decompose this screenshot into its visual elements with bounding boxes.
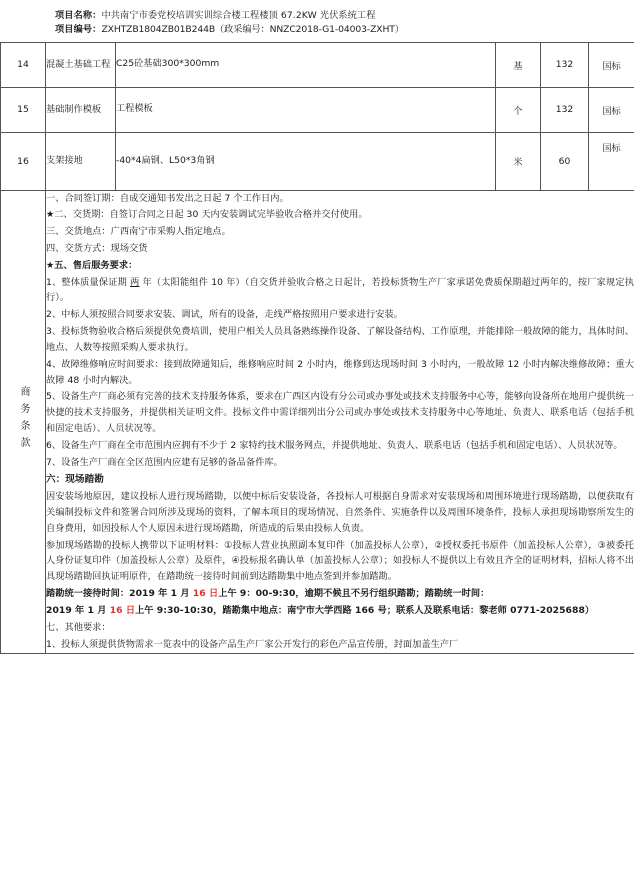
clause-delivery-period-text: 二、交货期：自签订合同之日起 30 天内安装调试完毕验收合格并交付使用。 — [54, 209, 368, 221]
service-item-7: 7、设备生产厂商在全区范围内应建有足够的备品备件库。 — [46, 456, 283, 468]
star-marker-aftersales: ★ — [46, 259, 55, 271]
row-item-name: 基础制作模板 — [46, 87, 116, 132]
star-marker-delivery: ★ — [46, 209, 55, 221]
business-terms-content — [46, 190, 634, 654]
row-quantity: 60 — [541, 132, 589, 190]
row-spec: C25砼基础300*300mm — [116, 42, 496, 87]
business-terms-label-cell — [1, 190, 46, 654]
document-header — [0, 0, 634, 42]
project-code-label: 项目编号： — [55, 24, 102, 36]
row-quantity: 132 — [541, 42, 589, 87]
row-spec: -40*4扁钢、L50*3角钢 — [116, 132, 496, 190]
row-item-name: 混凝土基础工程 — [46, 42, 116, 87]
row-item-name: 支架接地 — [46, 132, 116, 190]
schedule-1-prefix: 踏勘统一接待时间：2019 年 1 月 — [46, 588, 193, 600]
site-survey-paragraph-1: 因安装场地原因，建议投标人进行现场踏勘，以便中标后安装设备，各投标人可根据自身需求对安装现场和周围环境进行现场踏勘，以便获取有关编制投标文件和签署合同所涉及现场的资料，了解本项目的现场情况、自然条件、实施条件以及周围环境条件，投标人承担现场勘察所发生的自身费用，如因投标人个人原因未进行现场踏勘，所造成的后果由投标人负责。 — [46, 491, 634, 534]
row-standard: 国标 — [589, 132, 634, 190]
project-code-line — [55, 23, 634, 37]
service-item-4: 4、故障维修响应时间要求：接到故障通知后，维修响应时间 2 小时内，维修到达现场时间 3 小时内，一般故障 12 小时内解决维修故障；重大故障 48 小时内解决。 — [46, 358, 634, 386]
clause-delivery-period — [46, 207, 634, 223]
service-1-prefix: 1、整体质量保证期 — [46, 276, 128, 288]
row-index: 15 — [1, 87, 46, 132]
site-survey-schedule-line-2 — [46, 603, 634, 619]
service-item-6: 6、设备生产厂商在全市范围内应拥有不少于 2 家特约技术服务网点，并提供地址、负责人、联系电话（包括手机和固定电话）、人员状况等。 — [46, 439, 623, 451]
section-six-heading: 六：现场踏勘 — [46, 473, 104, 485]
row-index: 16 — [1, 132, 46, 190]
site-survey-schedule-line-1 — [46, 586, 634, 602]
clause-aftersales-head — [46, 258, 634, 274]
project-name-value: 中共南宁市委党校培训实训综合楼工程楼顶 67.2KW 光伏系统工程 — [101, 10, 376, 21]
business-terms-row — [1, 190, 634, 654]
table-row — [1, 87, 634, 132]
service-item-2: 2、中标人须按照合同要求安装、调试，所有的设备，走线严格按照用户要求进行安装。 — [46, 309, 403, 321]
row-spec: 工程模板 — [116, 87, 496, 132]
service-item-3: 3、投标货物验收合格后须提供免费培训，使用户相关人员具备熟练操作设备、了解设备结构、工作原理，并能排除一般故障的能力，具体时间、地点、人数等按照采购人要求执行。 — [46, 326, 634, 353]
row-standard: 国标 — [589, 87, 634, 132]
other-requirement-1: 1、投标人须提供货物需求一览表中的设备产品生产厂家公开发行的彩色产品宣传册，封面加盖生产厂 — [46, 638, 459, 650]
clause-delivery-method: 四、交货方式：现场交货 — [46, 242, 148, 254]
project-code-value: ZXHTZB1804ZB01B244B（政采编号：NNZC2018-G1-04003-ZXHT） — [101, 24, 404, 36]
clause-aftersales-head-text: 五、售后服务要求： — [54, 259, 138, 271]
row-unit: 基 — [496, 42, 541, 87]
table-row — [1, 132, 634, 190]
section-seven-heading: 七、其他要求： — [46, 621, 111, 633]
row-unit: 米 — [496, 132, 541, 190]
schedule-2-prefix: 2019 年 1 月 — [46, 604, 110, 616]
schedule-2-date-highlight: 16 日 — [109, 604, 136, 616]
project-name-label: 项目名称： — [55, 10, 102, 21]
row-unit: 个 — [496, 87, 541, 132]
row-standard: 国标 — [589, 42, 634, 87]
project-name-line — [55, 9, 634, 23]
schedule-2-suffix: 上午 9:30-10:30，踏勘集中地点：南宁市大学西路 166 号；联系人及联系电话：黎老师 0771-2025688） — [135, 604, 595, 616]
service-item-5: 5、设备生产厂商必须有完善的技术支持服务体系，要求在广西区内设有分公司或办事处或技术支持服务中心等，能够向设备所在地用户提供统一快捷的技术支持服务，并提供相关证明文件。投标文件中需详细列出分公司或办事处或技术支持服务中心等地址、负责人、联系电话（包括手机和固定电话）、人员状况等。 — [46, 391, 634, 435]
table-row — [1, 42, 634, 87]
site-survey-paragraph-2: 参加现场踏勘的投标人携带以下证明材料：①投标人营业执照副本复印件（加盖投标人公章），②授权委托书原件（加盖投标人公章），③被委托人身份证复印件（加盖投标人公章）及原件，④投标报名确认单（加盖投标人公章）；如投标人不提供以上有效且齐全的证明材料，招标人将不出具现场踏勘回执证明原件，在踏勘统一接待时间前到达踏勘集中地点签到并参加踏勘。 — [46, 539, 634, 583]
clause-contract-period: 一、合同签订期：自成交通知书发出之日起 7 个工作日内。 — [46, 192, 289, 204]
business-terms-vertical-label: 商务条款 — [18, 386, 29, 455]
goods-requirement-table — [0, 42, 634, 655]
row-index: 14 — [1, 42, 46, 87]
row-quantity: 132 — [541, 87, 589, 132]
service-1-warranty-years: 两 — [130, 276, 140, 288]
service-item-1 — [46, 275, 634, 307]
service-1-suffix: 年（太阳能组件 10 年）（自交货并验收合格之日起计，若投标货物生产厂家承诺免费质保期超过两年的，按厂家规定执行）。 — [46, 276, 634, 304]
schedule-1-date-highlight: 16 日 — [192, 588, 219, 600]
schedule-1-suffix: 上午 9：00-9:30，逾期不候且不另行组织踏勘；踏勘统一时间： — [218, 588, 490, 600]
clause-delivery-location: 三、交货地点：广西南宁市采购人指定地点。 — [46, 226, 231, 238]
